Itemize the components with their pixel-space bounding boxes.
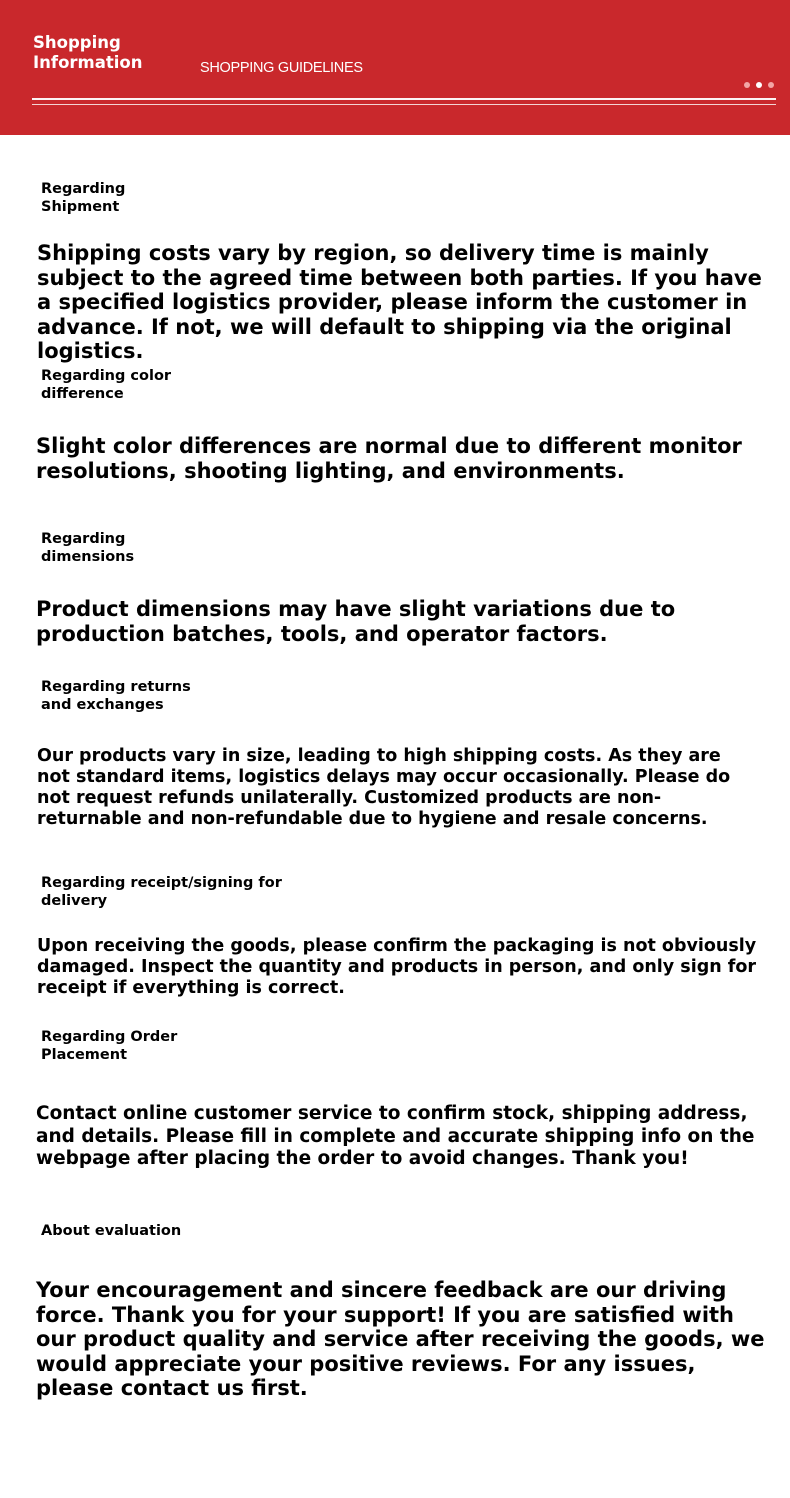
section-label-dimensions: Regarding dimensions xyxy=(41,531,135,565)
section-text-returns: Our products vary in size, leading to high shipping costs. As they are not standard items, logistics delays may occur occasionally. Please do not request refunds unilaterally. Customized products are non-returnable and non-refundable due to hygiene and resale concerns. xyxy=(37,746,731,829)
header-title: Shopping Information xyxy=(33,33,143,72)
section-label-receipt: Regarding receipt/signing for delivery xyxy=(41,875,282,909)
section-label-color-difference: Regarding color difference xyxy=(41,368,172,402)
section-text-order-placement: Contact online customer service to confirm stock, shipping address, and details. Please fill in complete and accurate shipping info on the webpage after placing the order to avoid changes. Thank you! xyxy=(36,1103,755,1169)
section-text-shipment: Shipping costs vary by region, so delivery time is mainly subject to the agreed time between both parties. If you have a specified logistics provider, please inform the customer in advance. If not, we will default to shipping via the original logistics. xyxy=(37,241,762,363)
dot-icon xyxy=(768,82,774,88)
section-label-order-placement: Regarding Order Placement xyxy=(41,1029,178,1063)
section-label-shipment: Regarding Shipment xyxy=(41,181,126,215)
header-divider-bottom xyxy=(32,104,776,105)
section-text-evaluation: Your encouragement and sincere feedback are our driving force. Thank you for your support! If you are satisfied with our product quality and service after receiving the goods, we would appreciate your positive reviews. For any issues, please contact us first. xyxy=(36,1278,765,1400)
dot-icon xyxy=(756,82,762,88)
section-text-color-difference: Slight color differences are normal due to different monitor resolutions, shooting lighting, and environments. xyxy=(36,434,742,483)
header-banner xyxy=(0,0,790,135)
section-text-receipt: Upon receiving the goods, please confirm the packaging is not obviously damaged. Inspect the quantity and products in person, and only sign for receipt if everything is correct. xyxy=(37,936,757,998)
header-divider-top xyxy=(32,98,776,100)
section-text-dimensions: Product dimensions may have slight variations due to production batches, tools, and operator factors. xyxy=(36,597,676,646)
section-label-returns: Regarding returns and exchanges xyxy=(41,679,191,713)
section-label-evaluation: About evaluation xyxy=(41,1223,182,1239)
header-subtitle: SHOPPING GUIDELINES xyxy=(200,60,363,76)
dot-icon xyxy=(744,82,750,88)
